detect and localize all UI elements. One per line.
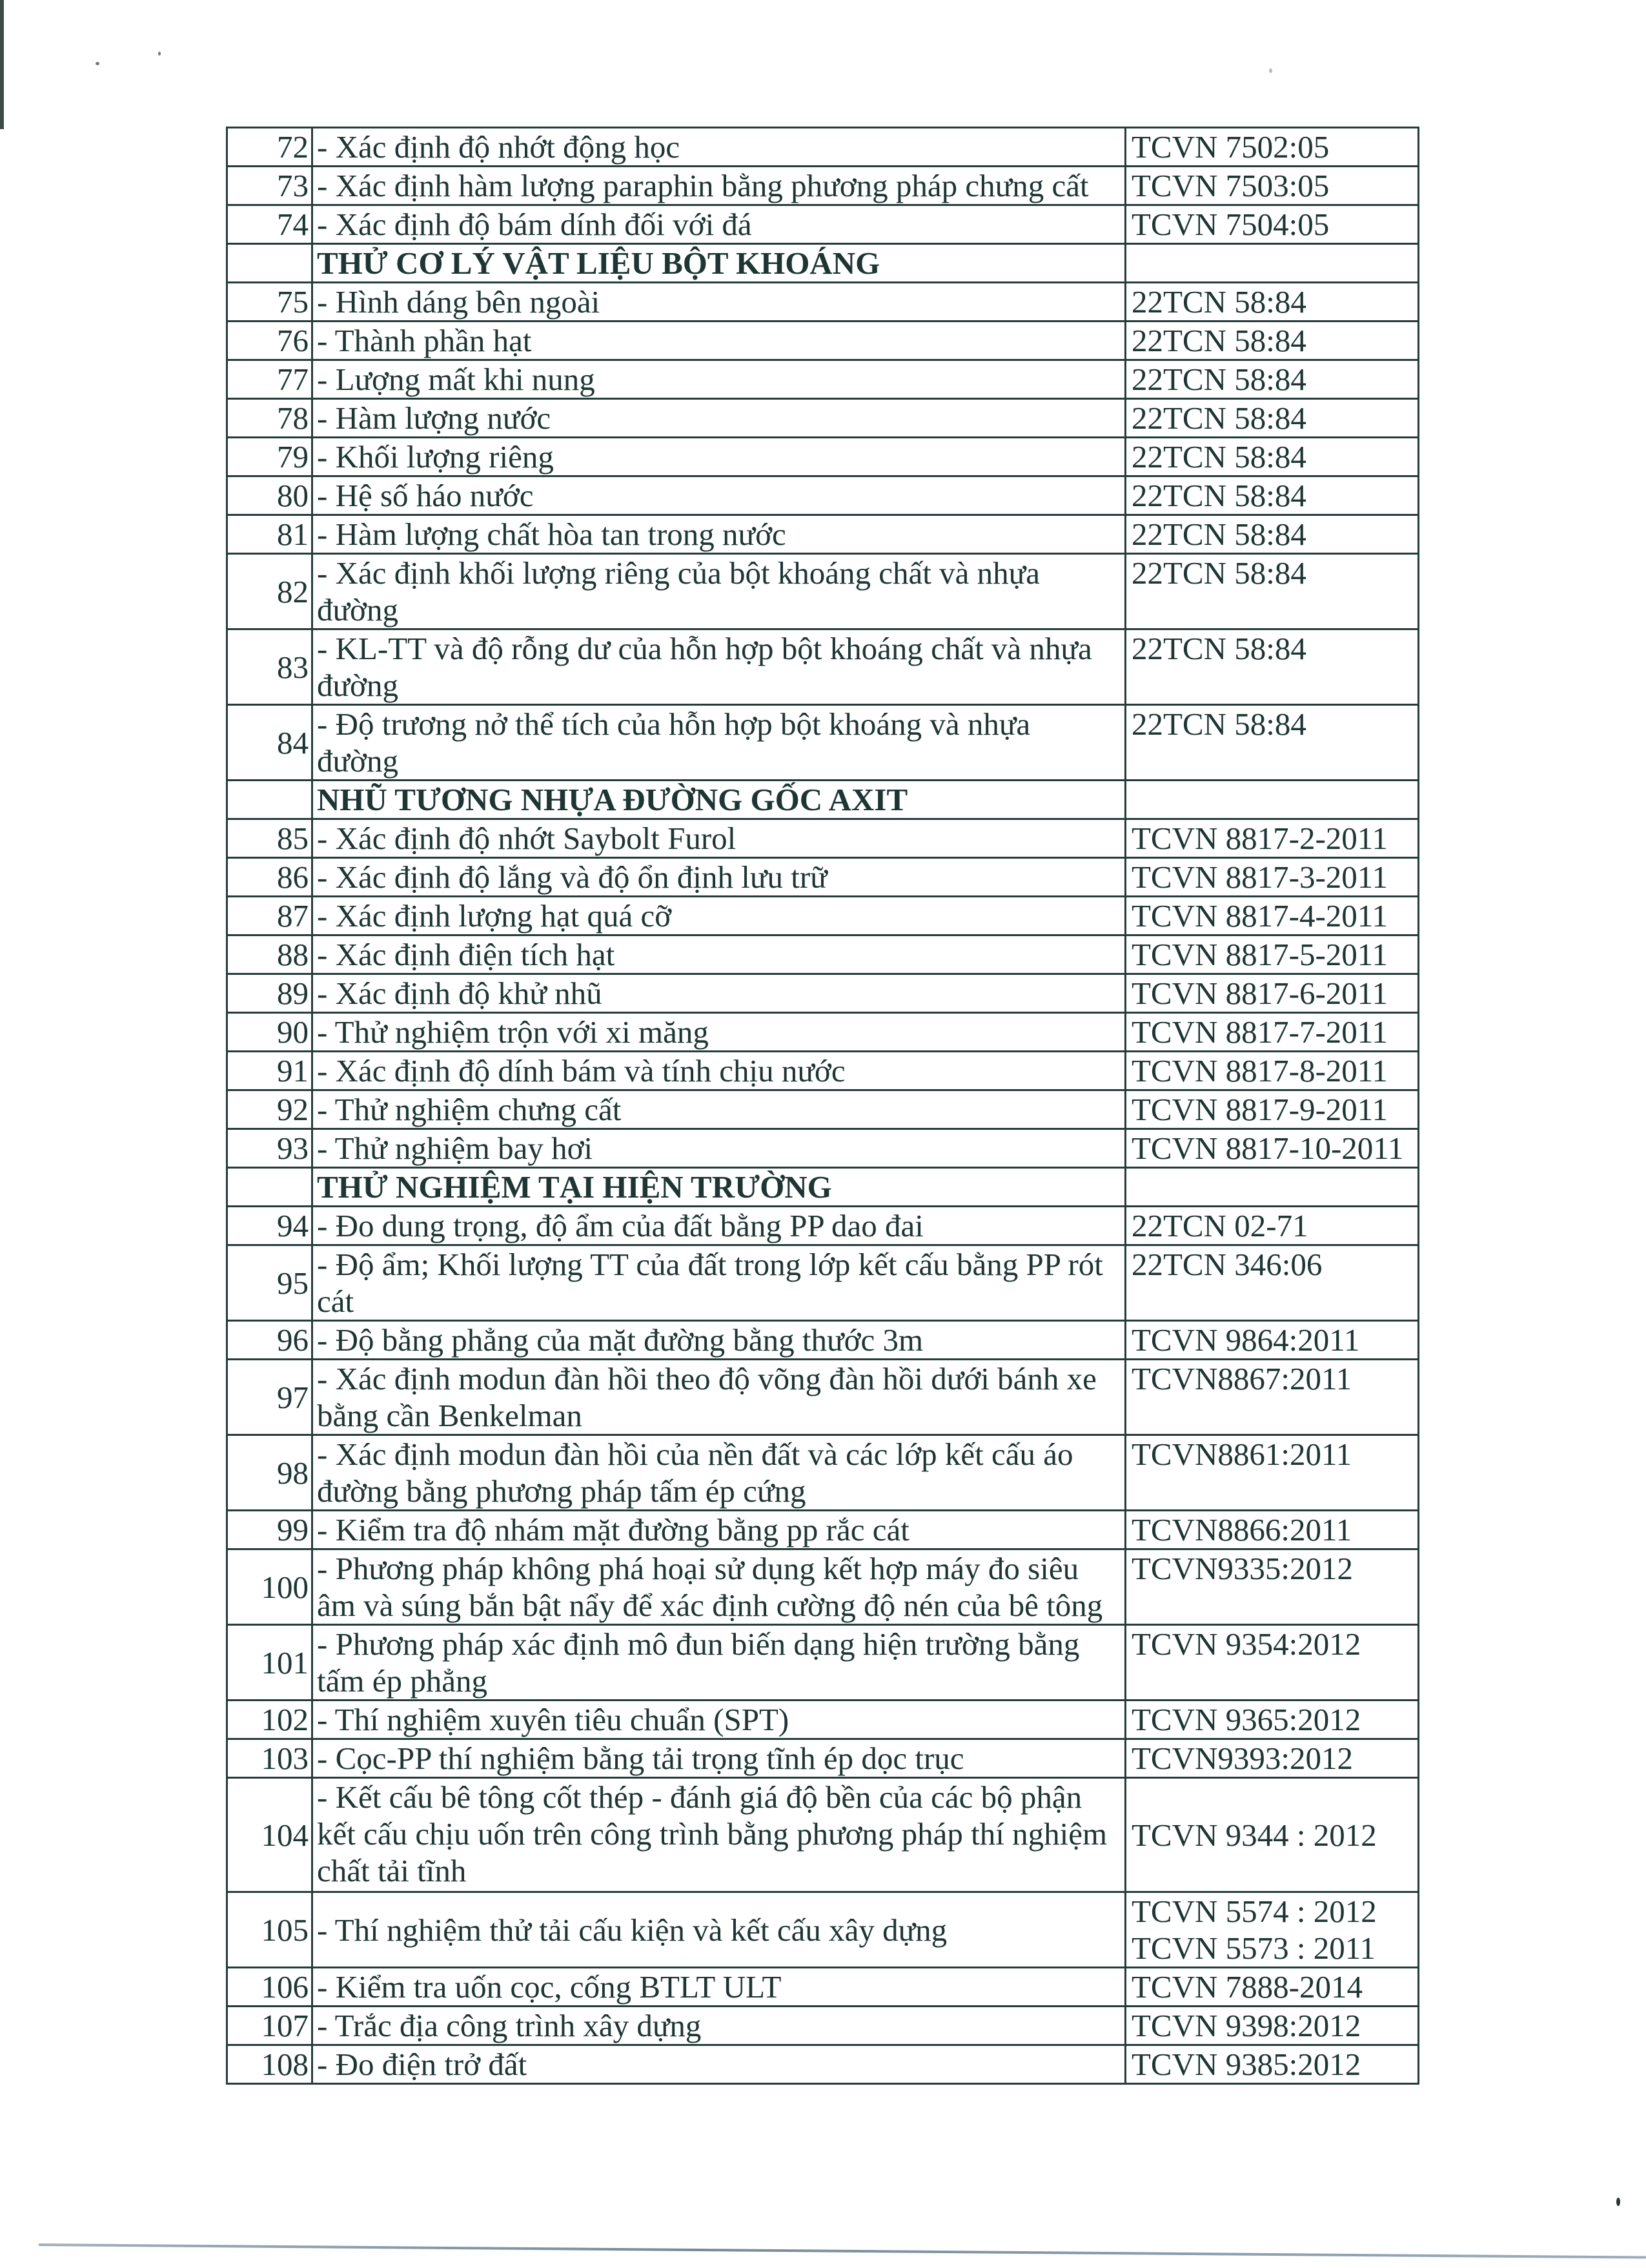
row-number: 79	[227, 438, 312, 476]
test-description: - Độ bằng phẳng của mặt đường bằng thước 3m	[312, 1321, 1126, 1360]
table-row	[227, 322, 1419, 360]
standard-reference	[1126, 705, 1419, 781]
standard-reference	[1126, 360, 1419, 399]
standard-reference	[1126, 1701, 1419, 1739]
standard-reference	[1126, 1435, 1419, 1511]
row-number: 76	[227, 322, 312, 360]
standard-code: 22TCN 58:84	[1132, 362, 1306, 397]
section-title: THỬ NGHIỆM TẠI HIỆN TRƯỜNG	[312, 1168, 1126, 1207]
test-description: - Xác định độ nhớt động học	[312, 128, 1126, 167]
test-description: - Xác định modun đàn hồi của nền đất và các lớp kết cấu áo đường bằng phương pháp tấm ép cứng	[312, 1435, 1126, 1511]
test-description: - Phương pháp xác định mô đun biến dạng hiện trường bằng tấm ép phẳng	[312, 1625, 1126, 1701]
table-row	[227, 1892, 1419, 1968]
row-number: 95	[227, 1245, 312, 1321]
table-row	[227, 858, 1419, 897]
standards-table-body	[227, 128, 1419, 2084]
standard-code: TCVN 8817-7-2011	[1132, 1014, 1388, 1050]
row-number: 85	[227, 819, 312, 858]
row-number: 104	[227, 1778, 312, 1892]
test-description: - Xác định độ dính bám và tính chịu nước	[312, 1052, 1126, 1090]
standard-reference	[1126, 322, 1419, 360]
row-number: 88	[227, 935, 312, 974]
test-description: - Đo dung trọng, độ ẩm của đất bằng PP dao đai	[312, 1207, 1126, 1245]
row-number: 92	[227, 1090, 312, 1129]
standard-reference	[1126, 476, 1419, 515]
table-row	[227, 1435, 1419, 1511]
standard-code: TCVN9393:2012	[1132, 1741, 1353, 1776]
section-title: NHŨ TƯƠNG NHỰA ĐƯỜNG GỐC AXIT	[312, 781, 1126, 819]
test-description: - Xác định modun đàn hồi theo độ võng đàn hồi dưới bánh xe bằng cần Benkelman	[312, 1360, 1126, 1435]
row-number: 84	[227, 705, 312, 781]
row-number: 89	[227, 974, 312, 1013]
row-number: 78	[227, 399, 312, 438]
table-row	[227, 629, 1419, 705]
standard-code: 22TCN 58:84	[1132, 284, 1306, 320]
table-row	[227, 399, 1419, 438]
test-description: - Xác định độ bám dính đối với đá	[312, 205, 1126, 244]
standard-code: TCVN 9398:2012	[1132, 2008, 1361, 2043]
standard-reference	[1126, 781, 1419, 819]
standard-code: 22TCN 58:84	[1132, 706, 1306, 742]
table-row	[227, 705, 1419, 781]
table-row	[227, 1245, 1419, 1321]
standard-reference	[1126, 205, 1419, 244]
standard-reference	[1126, 1168, 1419, 1207]
standard-code: 22TCN 346:06	[1132, 1247, 1323, 1282]
row-number: 107	[227, 2007, 312, 2045]
row-number: 93	[227, 1129, 312, 1168]
standard-code: TCVN 9344 : 2012	[1132, 1817, 1377, 1853]
standard-reference	[1126, 1739, 1419, 1778]
test-description: - Kiểm tra uốn cọc, cống BTLT ULT	[312, 1968, 1126, 2007]
standard-code: 22TCN 58:84	[1132, 323, 1306, 358]
row-number: 97	[227, 1360, 312, 1435]
table-row	[227, 1090, 1419, 1129]
standard-code: TCVN 8817-4-2011	[1132, 898, 1388, 934]
standard-reference	[1126, 1129, 1419, 1168]
standard-code: TCVN8866:2011	[1132, 1512, 1352, 1548]
standard-code: TCVN 9354:2012	[1132, 1626, 1361, 1662]
table-row	[227, 1321, 1419, 1360]
test-description: - Xác định điện tích hạt	[312, 935, 1126, 974]
row-number: 94	[227, 1207, 312, 1245]
test-description: - Xác định độ nhớt Saybolt Furol	[312, 819, 1126, 858]
standard-reference	[1126, 629, 1419, 705]
table-row	[227, 128, 1419, 167]
standard-code: TCVN 7502:05	[1132, 129, 1330, 165]
row-number: 108	[227, 2045, 312, 2084]
row-number: 100	[227, 1549, 312, 1625]
table-row	[227, 1129, 1419, 1168]
standard-reference	[1126, 1013, 1419, 1052]
standards-table-container	[226, 127, 1417, 2085]
standard-reference	[1126, 1549, 1419, 1625]
standard-reference	[1126, 554, 1419, 629]
test-description: - Cọc-PP thí nghiệm bằng tải trọng tĩnh ép dọc trục	[312, 1739, 1126, 1778]
standard-reference	[1126, 515, 1419, 554]
test-description: - Thử nghiệm trộn với xi măng	[312, 1013, 1126, 1052]
standard-reference	[1126, 1778, 1419, 1892]
standard-code: 22TCN 02-71	[1132, 1208, 1308, 1243]
standard-code: 22TCN 58:84	[1132, 516, 1306, 552]
standard-code: TCVN9335:2012	[1132, 1551, 1353, 1586]
standard-code: TCVN 7503:05	[1132, 168, 1330, 203]
section-title: THỬ CƠ LÝ VẬT LIỆU BỘT KHOÁNG	[312, 244, 1126, 283]
test-description: - Thử nghiệm bay hơi	[312, 1129, 1126, 1168]
table-row	[227, 554, 1419, 629]
table-row	[227, 935, 1419, 974]
standard-reference	[1126, 1892, 1419, 1968]
standard-reference	[1126, 1052, 1419, 1090]
section-header-row	[227, 781, 1419, 819]
test-description: - Độ ẩm; Khối lượng TT của đất trong lớp kết cấu bằng PP rót cát	[312, 1245, 1126, 1321]
row-number: 91	[227, 1052, 312, 1090]
standard-code: TCVN 7504:05	[1132, 207, 1330, 242]
standard-code: TCVN 8817-9-2011	[1132, 1092, 1388, 1127]
table-row	[227, 2045, 1419, 2084]
test-description: - Xác định độ lắng và độ ổn định lưu trữ	[312, 858, 1126, 897]
scan-speck	[1269, 68, 1272, 73]
standard-code: TCVN 8817-2-2011	[1132, 821, 1388, 856]
row-number: 105	[227, 1892, 312, 1968]
standard-reference	[1126, 2007, 1419, 2045]
standard-reference	[1126, 1360, 1419, 1435]
test-description: - Kết cấu bê tông cốt thép - đánh giá độ bền của các bộ phận kết cấu chịu uốn trên công trình bằng phương pháp thí nghiệm chất tải tĩnh	[312, 1778, 1126, 1892]
table-row	[227, 205, 1419, 244]
table-row	[227, 1511, 1419, 1549]
test-description: - Đo điện trở đất	[312, 2045, 1126, 2084]
test-description: - Thành phần hạt	[312, 322, 1126, 360]
standard-code: TCVN 8817-6-2011	[1132, 976, 1388, 1011]
test-description: - Xác định khối lượng riêng của bột khoáng chất và nhựa đường	[312, 554, 1126, 629]
standard-code: TCVN 9365:2012	[1132, 1702, 1361, 1737]
row-number: 106	[227, 1968, 312, 2007]
standard-code: TCVN 5573 : 2011	[1132, 1930, 1376, 1966]
standard-code: 22TCN 58:84	[1132, 555, 1306, 591]
table-row	[227, 1052, 1419, 1090]
standard-code: TCVN 8817-3-2011	[1132, 859, 1388, 895]
row-number: 73	[227, 167, 312, 205]
standard-code: TCVN 8817-5-2011	[1132, 937, 1388, 972]
row-number: 72	[227, 128, 312, 167]
row-number: 87	[227, 897, 312, 935]
row-number	[227, 244, 312, 283]
standard-code: TCVN 5574 : 2012	[1132, 1894, 1377, 1929]
row-number: 80	[227, 476, 312, 515]
standard-reference	[1126, 935, 1419, 974]
row-number: 75	[227, 283, 312, 322]
test-description: - Xác định lượng hạt quá cỡ	[312, 897, 1126, 935]
row-number: 83	[227, 629, 312, 705]
scan-speck	[1616, 2198, 1620, 2206]
test-description: - KL-TT và độ rỗng dư của hỗn hợp bột khoáng chất và nhựa đường	[312, 629, 1126, 705]
standard-code: TCVN 8817-8-2011	[1132, 1053, 1388, 1088]
scan-bottom-edge	[39, 2243, 1646, 2259]
standard-reference	[1126, 167, 1419, 205]
standard-reference	[1126, 819, 1419, 858]
table-row	[227, 819, 1419, 858]
scan-speck	[96, 62, 99, 65]
test-description: - Trắc địa công trình xây dựng	[312, 2007, 1126, 2045]
table-row	[227, 1739, 1419, 1778]
table-row	[227, 438, 1419, 476]
row-number: 102	[227, 1701, 312, 1739]
standards-table	[226, 127, 1419, 2085]
table-row	[227, 1625, 1419, 1701]
table-row	[227, 2007, 1419, 2045]
scan-speck	[158, 52, 161, 56]
table-row	[227, 1207, 1419, 1245]
section-header-row	[227, 244, 1419, 283]
test-description: - Thí nghiệm thử tải cấu kiện và kết cấu xây dựng	[312, 1892, 1126, 1968]
section-header-row	[227, 1168, 1419, 1207]
table-row	[227, 476, 1419, 515]
table-row	[227, 1360, 1419, 1435]
test-description: - Hệ số háo nước	[312, 476, 1126, 515]
table-row	[227, 974, 1419, 1013]
standard-code: TCVN 9385:2012	[1132, 2047, 1361, 2082]
table-row	[227, 167, 1419, 205]
standard-code: TCVN 9864:2011	[1132, 1322, 1360, 1358]
row-number	[227, 781, 312, 819]
standard-reference	[1126, 1511, 1419, 1549]
standard-code: TCVN8867:2011	[1132, 1361, 1352, 1396]
standard-code: TCVN 8817-10-2011	[1132, 1130, 1404, 1166]
test-description: - Hàm lượng chất hòa tan trong nước	[312, 515, 1126, 554]
standard-reference	[1126, 1090, 1419, 1129]
test-description: - Kiểm tra độ nhám mặt đường bằng pp rắc cát	[312, 1511, 1126, 1549]
test-description: - Xác định hàm lượng paraphin bằng phương pháp chưng cất	[312, 167, 1126, 205]
row-number: 74	[227, 205, 312, 244]
standard-code: 22TCN 58:84	[1132, 478, 1306, 513]
table-row	[227, 1778, 1419, 1892]
table-row	[227, 360, 1419, 399]
test-description: - Hàm lượng nước	[312, 399, 1126, 438]
table-row	[227, 283, 1419, 322]
row-number: 96	[227, 1321, 312, 1360]
standard-reference	[1126, 438, 1419, 476]
row-number	[227, 1168, 312, 1207]
test-description: - Lượng mất khi nung	[312, 360, 1126, 399]
standard-reference	[1126, 399, 1419, 438]
scan-edge-artifact	[0, 0, 4, 129]
standard-code: TCVN8861:2011	[1132, 1436, 1352, 1472]
standard-reference	[1126, 1245, 1419, 1321]
row-number: 81	[227, 515, 312, 554]
test-description: - Hình dáng bên ngoài	[312, 283, 1126, 322]
table-row	[227, 1968, 1419, 2007]
table-row	[227, 897, 1419, 935]
row-number: 101	[227, 1625, 312, 1701]
standard-reference	[1126, 1968, 1419, 2007]
test-description: - Thí nghiệm xuyên tiêu chuẩn (SPT)	[312, 1701, 1126, 1739]
table-row	[227, 1549, 1419, 1625]
standard-code: 22TCN 58:84	[1132, 631, 1306, 666]
row-number: 98	[227, 1435, 312, 1511]
row-number: 99	[227, 1511, 312, 1549]
standard-reference	[1126, 1321, 1419, 1360]
row-number: 82	[227, 554, 312, 629]
row-number: 77	[227, 360, 312, 399]
standard-reference	[1126, 1625, 1419, 1701]
test-description: - Phương pháp không phá hoại sử dụng kết hợp máy đo siêu âm và súng bắn bật nẩy để xác định cường độ nén của bê tông	[312, 1549, 1126, 1625]
standard-reference	[1126, 897, 1419, 935]
standard-reference	[1126, 244, 1419, 283]
test-description: - Thử nghiệm chưng cất	[312, 1090, 1126, 1129]
standard-code: 22TCN 58:84	[1132, 400, 1306, 436]
standard-reference	[1126, 2045, 1419, 2084]
standard-reference	[1126, 974, 1419, 1013]
standard-code: 22TCN 58:84	[1132, 439, 1306, 475]
table-row	[227, 1013, 1419, 1052]
row-number: 103	[227, 1739, 312, 1778]
standard-reference	[1126, 1207, 1419, 1245]
standard-reference	[1126, 858, 1419, 897]
standard-reference	[1126, 128, 1419, 167]
table-row	[227, 515, 1419, 554]
row-number: 90	[227, 1013, 312, 1052]
standard-reference	[1126, 283, 1419, 322]
standard-code: TCVN 7888-2014	[1132, 1969, 1363, 2005]
table-row	[227, 1701, 1419, 1739]
row-number: 86	[227, 858, 312, 897]
test-description: - Xác định độ khử nhũ	[312, 974, 1126, 1013]
test-description: - Khối lượng riêng	[312, 438, 1126, 476]
test-description: - Độ trương nở thể tích của hỗn hợp bột khoáng và nhựa đường	[312, 705, 1126, 781]
